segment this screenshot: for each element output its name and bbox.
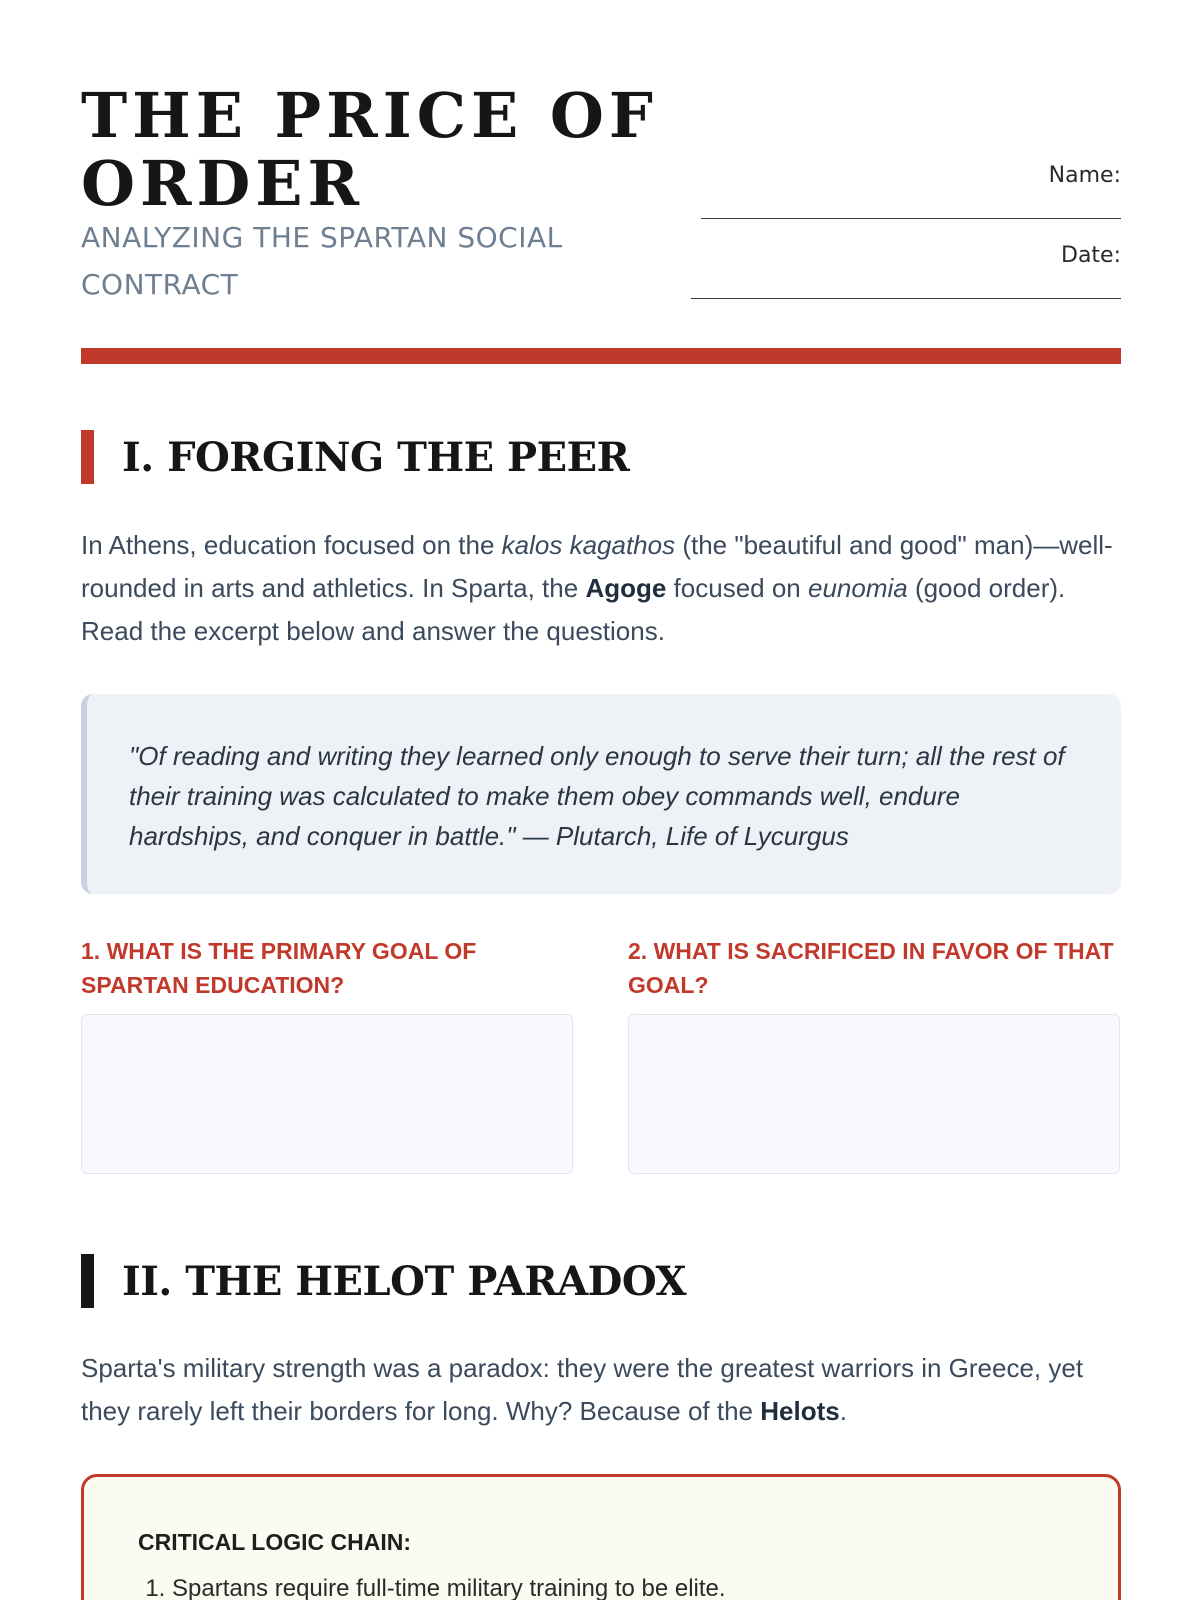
term-kalos-kagathos: kalos kagathos xyxy=(501,530,676,560)
term-helots: Helots xyxy=(760,1396,840,1426)
plutarch-quote-box xyxy=(81,694,1121,894)
section-1-intro: In Athens, education focused on the kalos kagathos (the "beautiful and good" man)—well-rounded in arts and athletics. In Sparta, the Agoge focused on eunomia (good order). Read the excerpt below and answer the questions. xyxy=(81,530,1113,646)
page-subtitle: ANALYZING THE SPARTAN SOCIAL CONTRACT xyxy=(81,221,563,301)
logic-chain-item: 1. Spartans require full-time military training to be elite. xyxy=(172,1570,1064,1600)
question-2-answer-box[interactable] xyxy=(628,1014,1120,1174)
date-field[interactable] xyxy=(691,298,1121,299)
section-2-intro: Sparta's military strength was a paradox: they were the greatest warriors in Greece, yet they rarely left their borders for long. Why? Because of the Helots. xyxy=(81,1353,1084,1426)
question-1-label: 1. WHAT IS THE PRIMARY GOAL OF SPARTAN EDUCATION? xyxy=(81,938,477,998)
section-2-marker xyxy=(81,1254,94,1308)
term-eunomia: eunomia xyxy=(807,573,908,603)
header-divider xyxy=(81,348,1121,364)
question-2-label: 2. WHAT IS SACRIFICED IN FAVOR OF THAT GOAL? xyxy=(628,938,1114,998)
section-2-title: II. THE HELOT PARADOX xyxy=(122,1257,687,1305)
name-label: Name: xyxy=(1048,163,1121,188)
term-agoge: Agoge xyxy=(585,573,667,603)
section-1-heading xyxy=(81,430,629,484)
logic-chain-box xyxy=(81,1474,1121,1600)
worksheet-header xyxy=(81,0,1121,340)
logic-chain-list xyxy=(138,1570,1064,1600)
section-1-title: I. FORGING THE PEER xyxy=(122,433,630,481)
section-1-marker xyxy=(81,430,94,484)
date-label: Date: xyxy=(1061,243,1121,268)
page-title: THE PRICE OF ORDER xyxy=(81,79,658,220)
section-2-heading xyxy=(81,1254,686,1308)
question-1-answer-box[interactable] xyxy=(81,1014,573,1174)
plutarch-quote: "Of reading and writing they learned only enough to serve their turn; all the rest of their training was calculated to make them obey commands well, endure hardships, and conquer in battle." — Plutarch, Life of Lycurgus xyxy=(129,741,1065,851)
name-field[interactable] xyxy=(701,218,1121,219)
logic-chain-title: CRITICAL LOGIC CHAIN: xyxy=(138,1529,412,1555)
worksheet-page xyxy=(81,0,1121,1600)
